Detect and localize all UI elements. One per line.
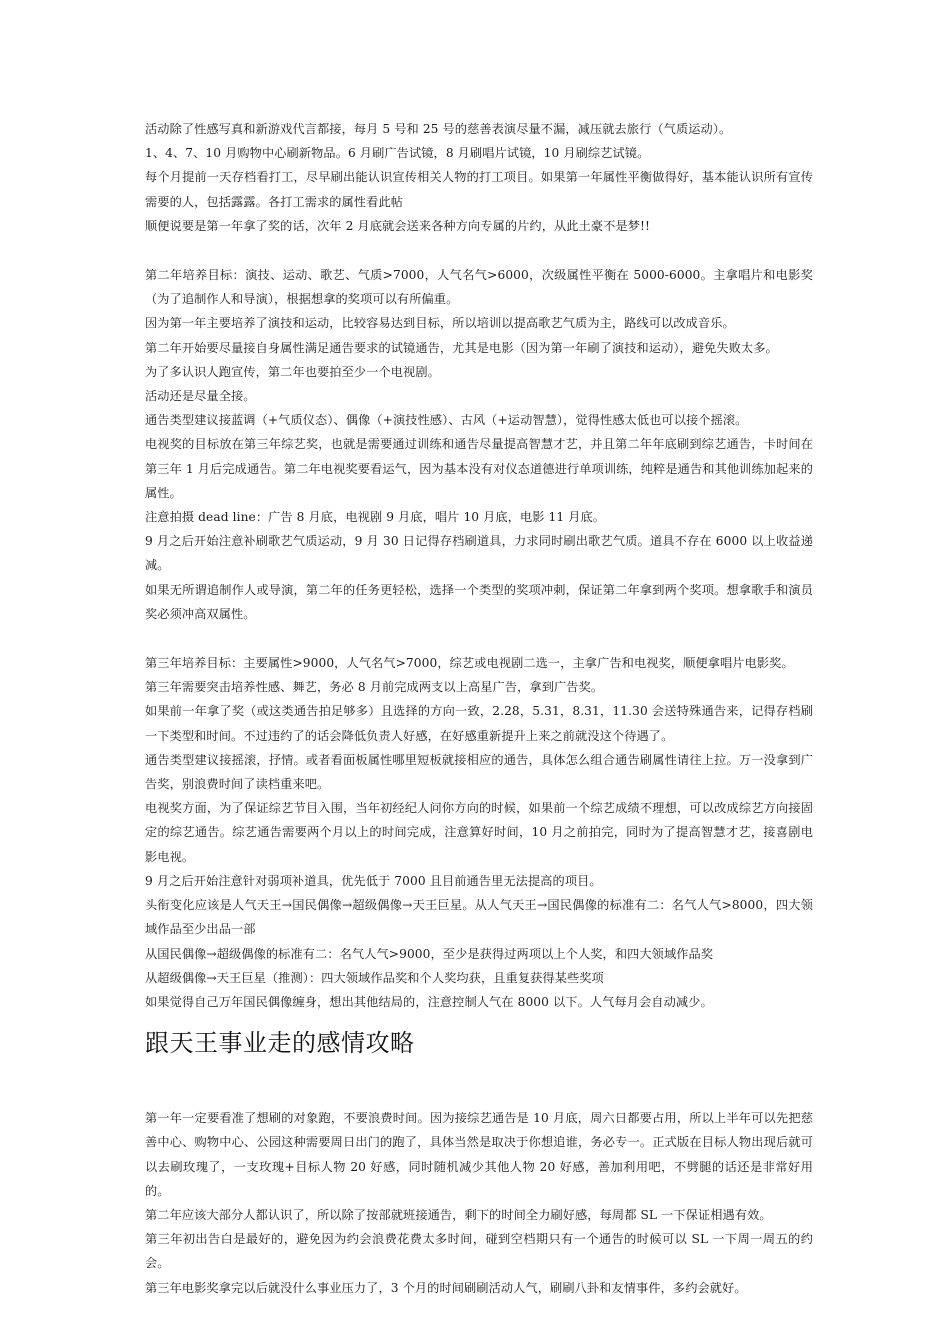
paragraph: 1、4、7、10 月购物中心刷新物品。6 月刷广告试镜，8 月刷唱片试镜，10 月刷综艺试镜。 <box>145 146 650 161</box>
paragraph: 通告类型建议接蓝调（+气质仪态）、偶像（+演技性感）、古风（+运动智慧），觉得性感太低也可以接个摇滚。 <box>145 413 748 428</box>
paragraph: 注意拍摄 dead line：广告 8 月底，电视剧 9 月底，唱片 10 月底，电影 11 月底。 <box>145 510 606 525</box>
paragraph: 从超级偶像→天王巨星（推测）：四大领域作品奖和个人奖均获，且重复获得某些奖项 <box>145 970 604 985</box>
paragraph: 第一年一定要看准了想刷的对象跑，不要浪费时间。因为接综艺通告是 10 月底，周六日都要占用，所以上半年可以先把慈善中心、购物中心、公园这种需要周日出门的跑了，具体当然是取决于你想追谁，务必专一。正式版在目标人物出现后就可以去刷玫瑰了，一支玫瑰+目标人物 20 好感，同时随机减少其他人物 20 好感，善加利用吧，不劈腿的话还是非常好用的。 <box>145 1111 813 1198</box>
paragraph: 第二年培养目标：演技、运动、歌艺、气质>7000，人气名气>6000，次级属性平衡在 5000-6000。主拿唱片和电影奖（为了追制作人和导演），根据想拿的奖项可以有所偏重。 <box>145 268 813 307</box>
paragraph: 如果觉得自己万年国民偶像缠身，想出其他结局的，注意控制人气在 8000 以下。人气每月会自动减少。 <box>145 994 713 1009</box>
document-page <box>145 117 813 1300</box>
paragraph: 第三年需要突击培养性感、舞艺，务必 8 月前完成两支以上高星广告，拿到广告奖。 <box>145 680 604 695</box>
paragraph: 第二年开始要尽量接自身属性满足通告要求的试镜通告，尤其是电影（因为第一年刷了演技和运动），避免失败太多。 <box>145 340 778 355</box>
paragraph: 电视奖方面，为了保证综艺节目入围，当年初经纪人问你方向的时候，如果前一个综艺成绩不理想，可以改成综艺方向接固定的综艺通告。综艺通告需要两个月以上的时间完成，注意算好时间，10 月之前拍完，同时为了提高智慧才艺，接喜剧电影电视。 <box>145 801 813 864</box>
paragraph: 顺便说要是第一年拿了奖的话，次年 2 月底就会送来各种方向专属的片约，从此土豪不是梦!! <box>145 218 651 233</box>
paragraph: 9 月之后开始注意补刷歌艺气质运动，9 月 30 日记得存档刷道具，力求同时刷出歌艺气质。道具不存在 6000 以上收益递减。 <box>145 534 813 573</box>
paragraph: 头衔变化应该是人气天王→国民偶像→超级偶像→天王巨星。从人气天王→国民偶像的标准有二：名气人气>8000，四大领域作品至少出品一部 <box>145 898 813 937</box>
paragraph: 因为第一年主要培养了演技和运动，比较容易达到目标，所以培训以提高歌艺气质为主，路线可以改成音乐。 <box>145 316 735 331</box>
paragraph: 活动除了性感写真和新游戏代言都接，每月 5 号和 25 号的慈善表演尽量不漏，减压就去旅行（气质运动）。 <box>145 122 732 136</box>
paragraph: 通告类型建议接摇滚，抒情。或者看面板属性哪里短板就接相应的通告，具体怎么组合通告刷属性请往上拉。万一没拿到广告奖，别浪费时间了读档重来吧。 <box>145 752 813 792</box>
paragraph: 9 月之后开始注意针对弱项补道具，优先低于 7000 且目前通告里无法提高的项目。 <box>145 873 602 888</box>
paragraph: 从国民偶像→超级偶像的标准有二：名气人气>9000，至少是获得过两项以上个人奖，和四大领域作品奖 <box>145 946 714 961</box>
paragraph: 第二年应该大部分人都认识了，所以除了按部就班接通告，剩下的时间全力刷好感，每周都 SL 一下保证相遇有效。 <box>145 1207 772 1222</box>
section-heading: 跟天王事业走的感情攻略 <box>145 1029 415 1058</box>
section-spacer <box>145 626 813 651</box>
paragraph: 如果无所谓追制作人或导演，第二年的任务更轻松，选择一个类型的奖项冲刺，保证第二年拿到两个奖项。想拿歌手和演员奖必须冲高双属性。 <box>145 582 813 621</box>
paragraph: 为了多认识人跑宣传，第二年也要拍至少一个电视剧。 <box>145 364 440 379</box>
paragraph: 第三年培养目标：主要属性>9000，人气名气>7000，综艺或电视剧二选一，主拿广告和电视奖，顺便拿唱片电影奖。 <box>145 656 794 671</box>
paragraph: 电视奖的目标放在第三年综艺奖，也就是需要通过训练和通告尽量提高智慧才艺，并且第二年年底刷到综艺通告，卡时间在第三年 1 月后完成通告。第二年电视奖要看运气，因为基本没有对仪态道德进行单项训练，纯粹是通告和其他训练加起来的属性。 <box>145 437 813 500</box>
paragraph: 第三年初出告白是最好的，避免因为约会浪费花费太多时间，碰到空档期只有一个通告的时候可以 SL 一下周一周五的约会。 <box>145 1232 813 1271</box>
section-spacer <box>145 238 813 263</box>
paragraph: 活动还是尽量全接。 <box>145 389 256 404</box>
paragraph: 每个月提前一天存档看打工，尽早刷出能认识宣传相关人物的打工项目。如果第一年属性平衡做得好，基本能认识所有宣传需要的人，包括露露。各打工需求的属性看此帖 <box>145 170 813 209</box>
paragraph: 如果前一年拿了奖（或这类通告拍足够多）且选择的方向一致，2.28，5.31，8.31，11.30 会送特殊通告来，记得存档刷一下类型和时间。不过违约了的话会降低负责人好感，在好感重新提升上来之前就没这个待遇了。 <box>145 704 813 743</box>
paragraph: 第三年电影奖拿完以后就没什么事业压力了，3 个月的时间刷刷活动人气，刷刷八卦和友情事件，多约会就好。 <box>145 1280 747 1295</box>
